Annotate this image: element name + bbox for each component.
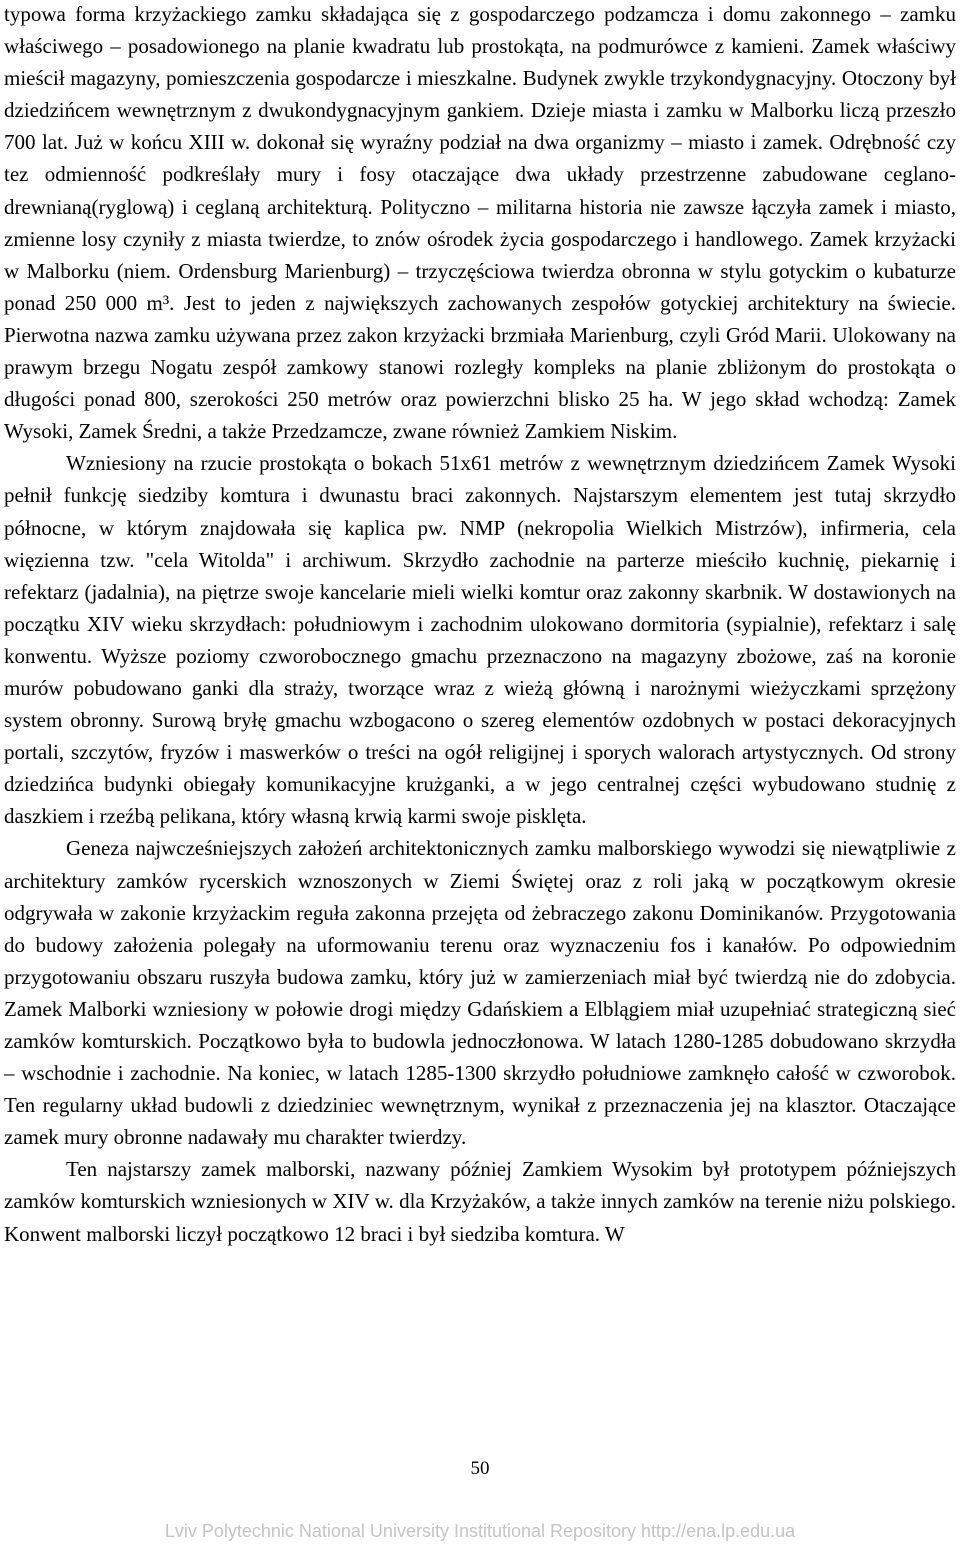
page-number: 50 xyxy=(470,1458,490,1479)
body-paragraph: typowa forma krzyżackiego zamku składająca się z gospodarczego podzamcza i domu zakonnego – zamku właściwego – posadowionego na planie kwadratu lub prostokąta, na podmurówce z kamieni. Zamek właściwy mieścił magazyny, pomieszczenia gospodarcze i mieszkalne. Budynek zwykle trzykondygnacyjny. Otoczony był dziedzińcem wewnętrznym z dwukondygnacyjnym gankiem. Dzieje miasta i zamku w Malborku liczą przeszło 700 lat. Już w końcu XIII w. dokonał się wyraźny podział na dwa organizmy – miasto i zamek. Odrębność czy tez odmienność podkreślały mury i fosy otaczające dwa układy przestrzenne zabudowane ceglano- drewnianą(ryglową) i ceglaną architekturą. Polityczno – militarna historia nie zawsze łączyła zamek i miasto, zmienne losy czyniły z miasta twierdze, to znów ośrodek życia gospodarczego i handlowego. Zamek krzyżacki w Malborku (niem. Ordensburg Marienburg) – trzyczęściowa twierdza obronna w stylu gotyckim o kubaturze ponad 250 000 m³. Jest to jeden z największych zachowanych zespołów gotyckiej architektury na świecie. Pierwotna nazwa zamku używana przez zakon krzyżacki brzmiała Marienburg, czyli Gród Marii. Ulokowany na prawym brzegu Nogatu zespół zamkowy stanowi rozległy kompleks na planie zbliżonym do prostokąta o długości ponad 800, szerokości 250 metrów oraz powierzchni blisko 25 ha. W jego skład wchodzą: Zamek Wysoki, Zamek Średni, a także Przedzamcze, zwane również Zamkiem Niskim. xyxy=(4,2,956,444)
body-paragraph: Geneza najwcześniejszych założeń architektonicznych zamku malborskiego wywodzi się niewątpliwie z architektury zamków rycerskich wznoszonych w Ziemi Świętej oraz z roli jaką w początkowym okresie odgrywała w zakonie krzyżackim reguła zakonna przejęta od żebraczego zakonu Dominikanów. Przygotowania do budowy założenia polegały na uformowaniu terenu oraz wyznaczeniu fos i kanałów. Po odpowiednim przygotowaniu obszaru ruszyła budowa zamku, który już w zamierzeniach miał być twierdzą nie do zdobycia. Zamek Malborki wzniesiony w połowie drogi między Gdańskiem a Elblągiem miał uzupełniać strategiczną sieć zamków komturskich. Początkowo była to budowla jednoczłonowa. W latach 1280-1285 dobudowano skrzydła – wschodnie i zachodnie. Na koniec, w latach 1285-1300 skrzydło południowe zamknęło całość w czworobok. Ten regularny układ budowli z dziedziniec wewnętrznym, wynikał z przeznaczenia jej na klasztor. Otaczające zamek mury obronne nadawały mu charakter twierdzy. xyxy=(4,836,956,1150)
document-page xyxy=(4,0,956,1250)
body-paragraph: Ten najstarszy zamek malborski, nazwany później Zamkiem Wysokim był prototypem późniejszych zamków komturskich wzniesionych w XIV w. dla Krzyżaków, a także innych zamków na terenie niżu polskiego. Konwent malborski liczył początkowo 12 braci i był siedziba komtura. W xyxy=(4,1157,956,1246)
repository-footer: Lviv Polytechnic National University Institutional Repository http://ena.lp.edu.ua xyxy=(164,1521,796,1541)
body-paragraph: Wzniesiony na rzucie prostokąta o bokach 51x61 metrów z wewnętrznym dziedzińcem Zamek Wysoki pełnił funkcję siedziby komtura i dwunastu braci zakonnych. Najstarszym elementem jest tutaj skrzydło północne, w którym znajdowała się kaplica pw. NMP (nekropolia Wielkich Mistrzów), infirmeria, cela więzienna tzw. "cela Witolda" i archiwum. Skrzydło zachodnie na parterze mieściło kuchnię, piekarnię i refektarz (jadalnia), na piętrze swoje kancelarie mieli wielki komtur oraz zakonny skarbnik. W dostawionych na początku XIV wieku skrzydłach: południowym i zachodnim ulokowano dormitoria (sypialnie), refektarz i salę konwentu. Wyższe poziomy czworobocznego gmachu przeznaczono na magazyny zbożowe, zaś na koronie murów pobudowano ganki dla straży, tworzące wraz z wieżą główną i narożnymi wieżyczkami sprzężony system obronny. Surową bryłę gmachu wzbogacono o szereg elementów ozdobnych w postaci dekoracyjnych portali, szczytów, fryzów i maswerków o treści na ogół religijnej i sporych walorach artystycznych. Od strony dziedzińca budynki obiegały komunikacyjne krużganki, a w jego centralnej części wybudowano studnię z daszkiem i rzeźbą pelikana, który własną krwią karmi swoje pisklęta. xyxy=(4,451,956,829)
